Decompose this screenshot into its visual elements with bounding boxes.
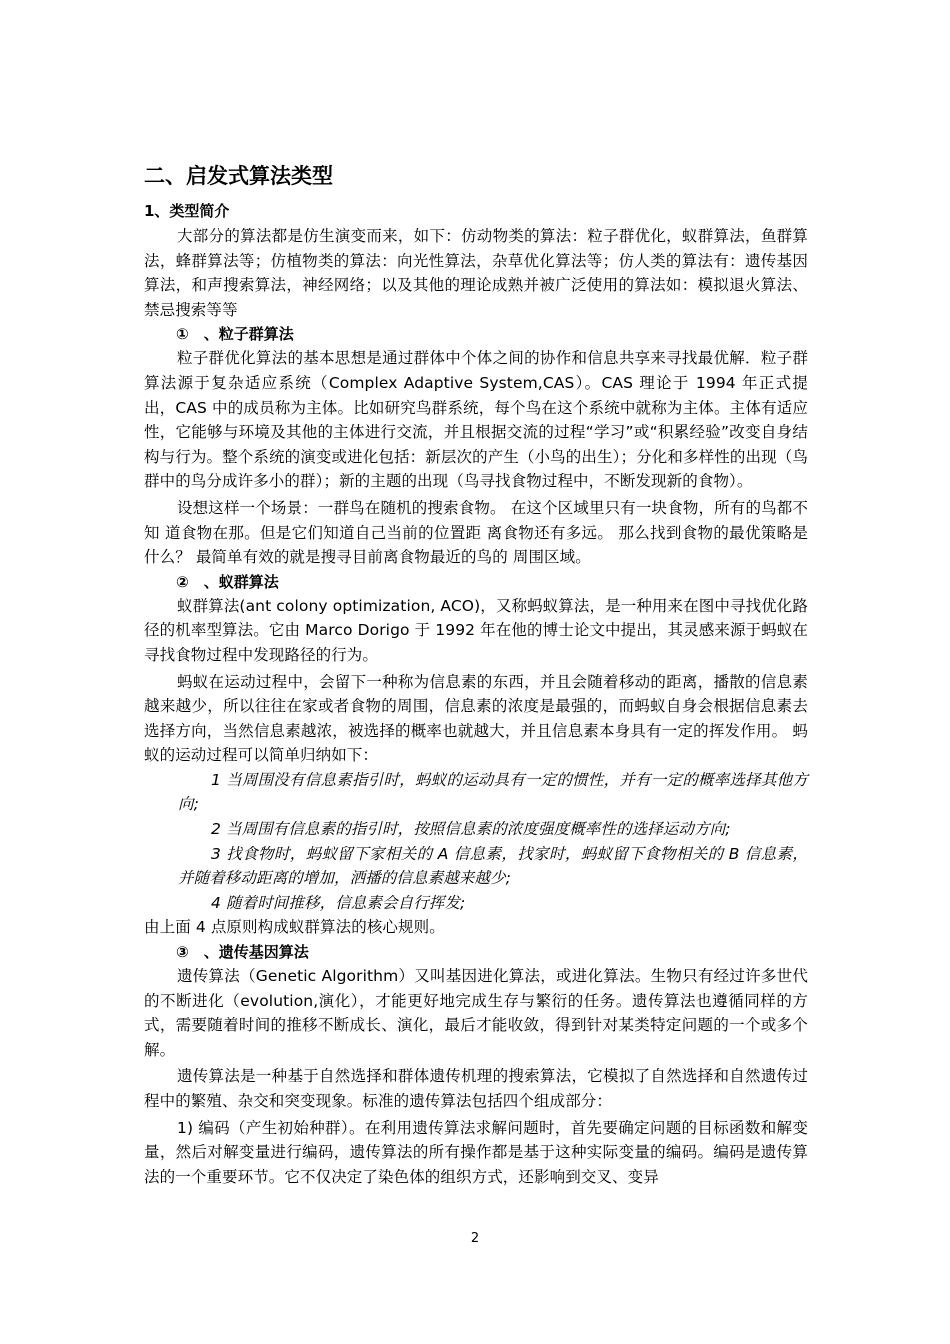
aco-rule-4: 4 随着时间推移，信息素会自行挥发; (211, 893, 466, 912)
aco-rule-1: 1 当周围没有信息素指引时，蚂蚁的运动具有一定的惯性，并有一定的概率选择其他方向; (178, 770, 808, 814)
aco-rule-2: 2 当周围有信息素的指引时，按照信息素的浓度强度概率性的选择运动方向; (211, 820, 731, 839)
document-page (144, 160, 808, 1189)
page-number: 2 (470, 1231, 480, 1246)
aco-heading: ② 、蚁群算法 (176, 572, 279, 591)
pso-heading: ① 、粒子群算法 (176, 325, 294, 344)
ga-paragraph-3: 1) 编码（产生初始种群）。在利用遗传算法求解问题时，首先要确定问题的目标函数和解变量，然后对解变量进行编码，遗传算法的所有操作都是基于这种实际变量的编码。编码是遗传算法的一个重要环节。它不仅决定了染色体的组织方式，还影响到交叉、变异 (144, 1118, 808, 1186)
ga-heading: ③ 、遗传基因算法 (176, 943, 309, 962)
aco-rule-3: 3 找食物时，蚂蚁留下家相关的 A 信息素，找家时，蚂蚁留下食物相关的 B 信息素，并随着移动距离的增加，洒播的信息素越来越少; (178, 844, 808, 888)
ga-paragraph-1: 遗传算法（Genetic Algorithm）又叫基因进化算法，或进化算法。生物只有经过许多世代的不断进化（evolution,演化），才能更好地完成生存与繁衍的任务。遗传算法也遵循同样的方式，需要随着时间的推移不断成长、演化，最后才能收敛，得到针对某类特定问题的一个或多个解。 (144, 967, 808, 1059)
aco-paragraph-1: 蚁群算法(ant colony optimization, ACO)，又称蚂蚁算法，是一种用来在图中寻找优化路径的机率型算法。它由 Marco Dorigo 于 1992 年在他的博士论文中提出，其灵感来源于蚂蚁在寻找食物过程中发现路径的行为。 (144, 596, 808, 664)
intro-paragraph: 大部分的算法都是仿生演变而来，如下：仿动物类的算法：粒子群优化，蚁群算法，鱼群算法，蜂群算法等；仿植物类的算法：向光性算法，杂草优化算法等；仿人类的算法有：遗传基因算法，和声搜索算法，神经网络；以及其他的理论成熟并被广泛使用的算法如：模拟退火算法、禁忌搜索等等 (144, 227, 808, 319)
pso-paragraph-1: 粒子群优化算法的基本思想是通过群体中个体之间的协作和信息共享来寻找最优解．粒子群算法源于复杂适应系统（Complex Adaptive System,CAS）。CAS 理论于 1994 年正式提出，CAS 中的成员称为主体。比如研究鸟群系统，每个鸟在这个系统中就称为主体。主体有适应性，它能够与环境及其他的主体进行交流，并且根据交流的过程“学习”或“积累经验”改变自身结构与行为。整个系统的演变或进化包括：新层次的产生（小鸟的出生）；分化和多样性的出现（鸟群中的鸟分成许多小的群）；新的主题的出现（鸟寻找食物过程中，不断发现新的食物）。 (144, 349, 808, 491)
aco-rules (144, 768, 808, 916)
pso-paragraph-2: 设想这样一个场景：一群鸟在随机的搜索食物。 在这个区域里只有一块食物，所有的鸟都不知 道食物在那。但是它们知道自己当前的位置距 离食物还有多远。 那么找到食物的最优策略是什么？ 最简单有效的就是搜寻目前离食物最近的鸟的 周围区域。 (144, 498, 808, 567)
ga-paragraph-2: 遗传算法是一种基于自然选择和群体遗传机理的搜索算法，它模拟了自然选择和自然遗传过程中的繁殖、杂交和突变现象。标准的遗传算法包括四个组成部分： (144, 1067, 808, 1110)
sub-title: 1、类型简介 (144, 202, 230, 220)
section-title: 二、启发式算法类型 (144, 164, 333, 188)
aco-paragraph-2: 蚂蚁在运动过程中，会留下一种称为信息素的东西，并且会随着移动的距离，播散的信息素越来越少，所以往往在家或者食物的周围，信息素的浓度是最强的，而蚂蚁自身会根据信息素去选择方向，当然信息素越浓，被选择的概率也就越大，并且信息素本身具有一定的挥发作用。 蚂蚁的运动过程可以简单归纳如下： (144, 672, 808, 765)
aco-conclusion: 由上面 4 点原则构成蚁群算法的核心规则。 (144, 918, 445, 937)
